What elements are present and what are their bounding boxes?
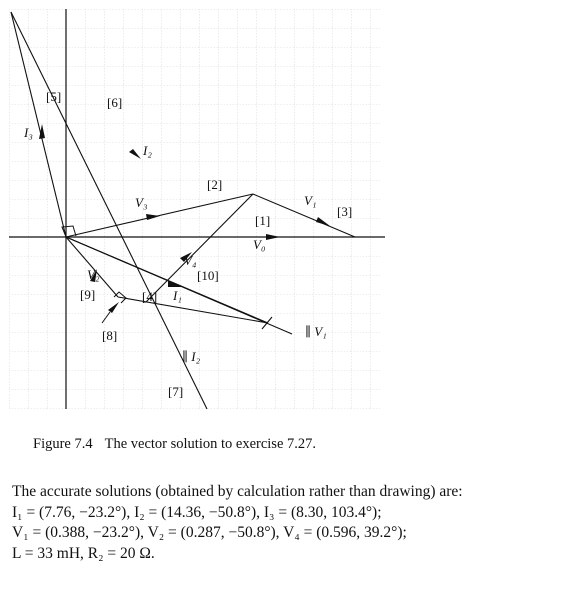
label-i3: I₃ — [24, 125, 33, 140]
solution-parameters: L = 33 mH, R₂ = 20 Ω. — [12, 544, 155, 562]
label-v0: V₀ — [253, 237, 266, 252]
label-i1: I₁ — [173, 288, 182, 303]
solution-currents: I₁ = (7.76, −23.2°), I₂ = (14.36, −50.8°), I₃ = (8.30, 103.4°); — [12, 503, 382, 521]
label-v3: V₃ — [135, 195, 148, 210]
label-v2: V₂ — [87, 267, 100, 282]
label-parallel-i2: ∥ I₂ — [182, 349, 201, 364]
figure-caption — [33, 436, 316, 453]
region-label-2: [2] — [207, 177, 223, 192]
region-label-7: [7] — [168, 384, 184, 399]
label-i2: I₂ — [143, 143, 152, 158]
solution-intro: The accurate solutions (obtained by calculation rather than drawing) are: — [12, 483, 463, 500]
figure-caption-text: The vector solution to exercise 7.27. — [104, 436, 317, 452]
solution-voltages: V₁ = (0.388, −23.2°), V₂ = (0.287, −50.8°), V₄ = (0.596, 39.2°); — [12, 524, 407, 541]
region-label-3: [3] — [337, 204, 353, 219]
region-label-4: [4] — [142, 289, 158, 304]
figure-number: Figure 7.4 — [33, 436, 93, 452]
region-label-6: [6] — [107, 95, 123, 110]
label-parallel-v1: ∥ V₁ — [305, 324, 327, 339]
region-label-9: [9] — [80, 287, 96, 302]
label-v4: V₄ — [184, 253, 197, 268]
solution-text — [12, 482, 577, 564]
region-label-10: [10] — [197, 268, 219, 283]
region-label-5: [5] — [46, 89, 62, 104]
label-v1: V₁ — [304, 193, 317, 208]
region-label-1: [1] — [255, 213, 271, 228]
region-label-8: [8] — [102, 328, 118, 343]
